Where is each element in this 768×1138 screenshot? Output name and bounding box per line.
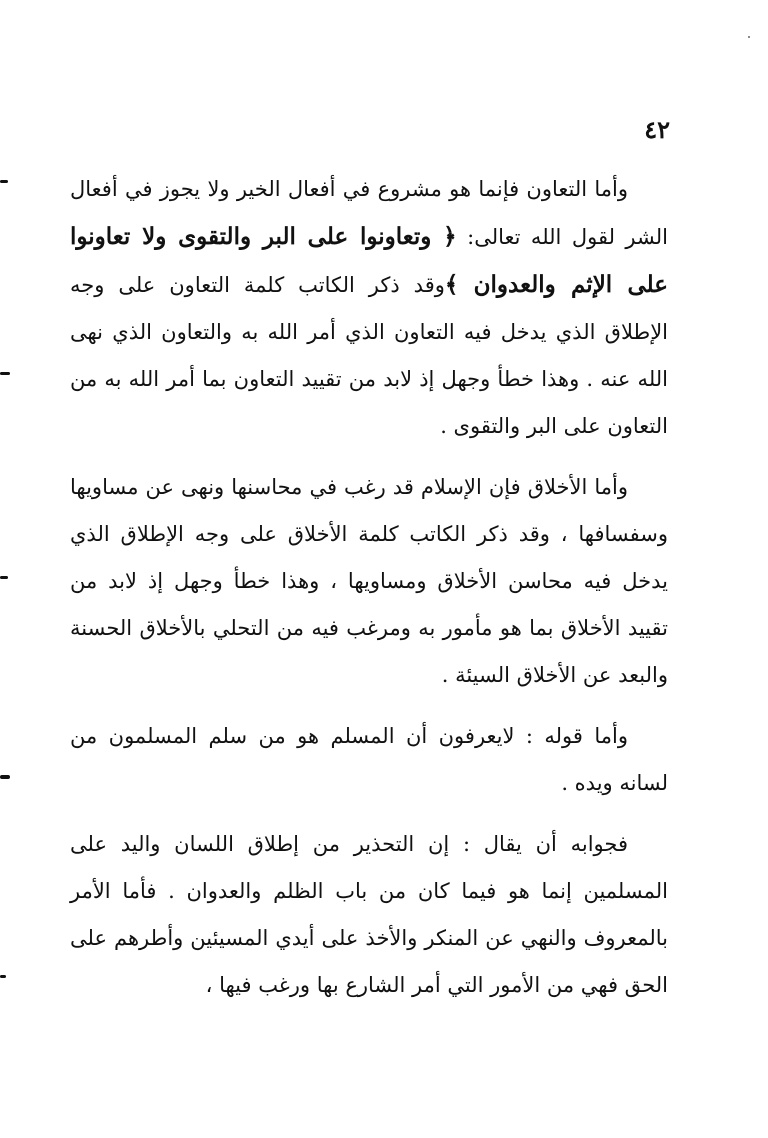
quran-verse: ﴿ وتعاونوا على البر والتقوى ولا تعاونوا على الإثم والعدوان ﴾ [70, 223, 668, 298]
scan-edge-mark [0, 576, 8, 579]
scan-edge-mark [0, 180, 8, 183]
body-text [70, 166, 668, 1009]
paragraph-cooperation-intro: وأما التعاون فإنما هو مشروع في أفعال الخير ولا يجوز في أفعال الشر لقول الله تعالى: [70, 177, 668, 249]
page-number: ٤٢ [644, 115, 670, 144]
paragraph-morals: وأما الأخلاق فإن الإسلام قد رغب في محاسنها ونهى عن مساويها وسفسافها ، وقد ذكر الكاتب كلمة الأخلاق على وجه الإطلاق الذي يدخل فيه محاسن الأخلاق ومساويها ، وهذا خطأ وجهل إذ لابد من تقييد الأخلاق بما هو مأمور به ومرغب فيه من التحلي بالأخلاق الحسنة والبعد عن الأخلاق السيئة . [70, 475, 668, 687]
scan-edge-mark [0, 775, 10, 779]
scan-speck [748, 36, 750, 38]
scan-edge-mark [0, 975, 6, 978]
paragraph-cooperation-rest: وقد ذكر الكاتب كلمة التعاون على وجه الإطلاق الذي يدخل فيه التعاون الذي أمر الله به والتعاون الذي نهى الله عنه . وهذا خطأ وجهل إذ لابد من تقييد التعاون بما أمر الله به من التعاون على البر والتقوى . [70, 273, 668, 438]
paragraph-answer: فجوابه أن يقال : إن التحذير من إطلاق اللسان واليد على المسلمين إنما هو فيما كان من باب الظلم والعدوان . فأما الأمر بالمعروف والنهي عن المنكر والأخذ على أيدي المسيئين وأطرهم على الحق فهي من الأمور التي أمر الشارع بها ورغب فيها ، [70, 832, 668, 997]
paragraph-cooperation [70, 166, 668, 450]
scan-edge-mark [0, 372, 10, 375]
paragraph-muslim-saying: وأما قوله : لايعرفون أن المسلم هو من سلم المسلمون من لسانه ويده . [70, 724, 668, 795]
